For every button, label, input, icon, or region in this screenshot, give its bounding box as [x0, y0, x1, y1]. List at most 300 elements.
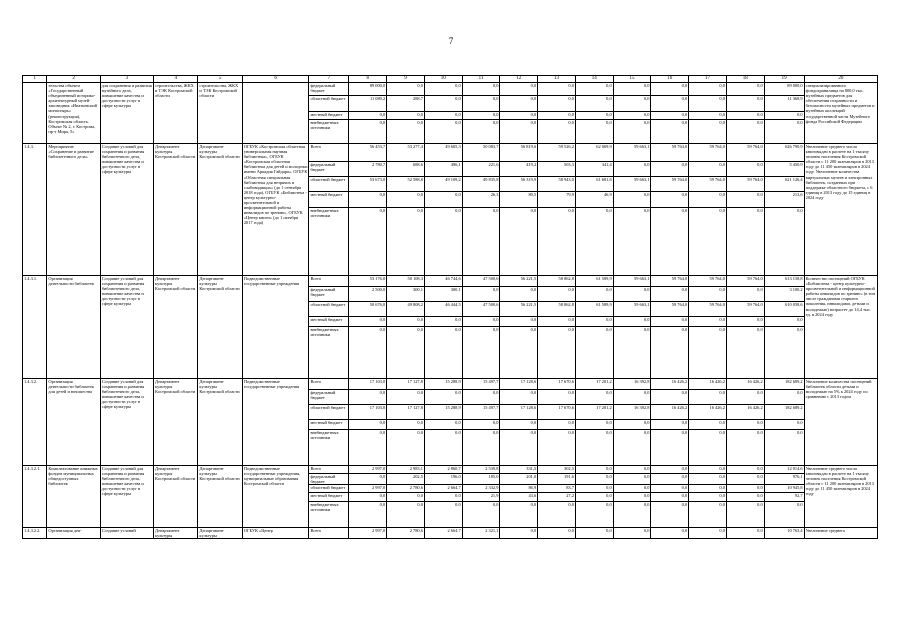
amount-cell: 610 058,6: [764, 302, 804, 317]
measure-name: Организация дея-: [47, 528, 100, 539]
executor-cell: строительства, ЖКХ и ТЭК Костромской области: [154, 83, 198, 144]
amount-cell: 89 000,0: [349, 83, 387, 96]
row-number: 1.4.3.2.: [23, 379, 47, 466]
amount-cell: 0,0: [651, 502, 689, 528]
funding-source: внебюджетных источники: [309, 327, 349, 379]
header-cell: 19: [764, 76, 804, 83]
amount-cell: 53 277,4: [387, 144, 425, 162]
amount-cell: 56 453,7: [349, 144, 387, 162]
header-cell: 1: [23, 76, 47, 83]
coexecutor-cell: строительства, ЖКХ и ТЭК Костромской области: [198, 83, 242, 144]
amount-cell: 0,0: [613, 317, 651, 327]
funding-source: областной бюджет: [309, 177, 349, 192]
amount-cell: 0,0: [538, 390, 576, 405]
amount-cell: 0,0: [462, 420, 500, 430]
amount-cell: 0,0: [424, 502, 462, 528]
measure-name: Мероприятие «Сохранение и развитие библиотечного дела»: [47, 144, 100, 276]
amount-cell: 0,0: [387, 390, 425, 405]
amount-cell: 0,0: [500, 430, 538, 466]
participant-cell: Подведомственные государственные учреждения, муниципальные образования Костромской области: [242, 466, 309, 528]
funding-source: Всего: [309, 144, 349, 162]
amount-cell: 17 201,2: [575, 405, 613, 420]
amount-cell: 59 764,0: [726, 276, 764, 287]
amount-cell: 2 664,7: [424, 528, 462, 539]
amount-cell: 191,6: [538, 474, 576, 485]
amount-cell: 0,0: [462, 83, 500, 96]
amount-cell: 0,0: [387, 327, 425, 379]
amount-cell: 0,0: [462, 96, 500, 112]
amount-cell: 0,0: [538, 420, 576, 430]
header-cell: 16: [651, 76, 689, 83]
amount-cell: 50 676,0: [349, 302, 387, 317]
task-cell: Создание условий для сохранения и развития библиотечного дела, повышение качества и доступности услуг в сфере культуры: [100, 379, 153, 466]
amount-cell: 0,0: [764, 208, 804, 276]
amount-cell: 0,0: [613, 466, 651, 474]
amount-cell: 59 663,1: [613, 144, 651, 162]
amount-cell: 976,1: [764, 474, 804, 485]
amount-cell: 2 997,0: [349, 485, 387, 493]
amount-cell: 0,0: [689, 120, 727, 144]
amount-cell: 0,0: [613, 192, 651, 208]
executor-cell: Департамент культуры: [154, 528, 198, 539]
amount-cell: 59 764,0: [651, 302, 689, 317]
amount-cell: 0,0: [764, 390, 804, 405]
amount-cell: 80,5: [500, 192, 538, 208]
funding-source: внебюджетных источники: [309, 208, 349, 276]
amount-cell: 0,0: [613, 528, 651, 539]
amount-cell: 0,0: [651, 287, 689, 302]
amount-cell: 0,0: [500, 528, 538, 539]
funding-source: областной бюджет: [309, 485, 349, 493]
amount-cell: 0,0: [462, 390, 500, 405]
amount-cell: 58 943,0: [538, 177, 576, 192]
amount-cell: 0,0: [462, 317, 500, 327]
header-cell: 8: [349, 76, 387, 83]
funding-source: областной бюджет: [309, 405, 349, 420]
amount-cell: 61 681,6: [575, 177, 613, 192]
amount-cell: 0,0: [651, 192, 689, 208]
amount-cell: 16 426,2: [726, 405, 764, 420]
amount-cell: 0,0: [689, 287, 727, 302]
amount-cell: 0,0: [424, 112, 462, 120]
amount-cell: 0,0: [349, 192, 387, 208]
amount-cell: 0,0: [651, 112, 689, 120]
amount-cell: 0,0: [387, 493, 425, 502]
amount-cell: 0,0: [349, 390, 387, 405]
amount-cell: 56 319,9: [500, 177, 538, 192]
amount-cell: 0,0: [613, 208, 651, 276]
amount-cell: 0,0: [613, 493, 651, 502]
amount-cell: 10 763,4: [764, 528, 804, 539]
header-cell: 18: [726, 76, 764, 83]
amount-cell: 17 128,6: [500, 379, 538, 390]
amount-cell: 2 780,7: [349, 162, 387, 177]
amount-cell: 0,0: [726, 162, 764, 177]
amount-cell: 2 500,0: [349, 287, 387, 302]
amount-cell: 300,1: [424, 287, 462, 302]
task-cell: Создание условий для сохранения и развития библиотечного дела, повышение качества и доступности услуг в сфере культуры: [100, 466, 153, 528]
amount-cell: 27,2: [538, 493, 576, 502]
amount-cell: 0,0: [349, 474, 387, 485]
amount-cell: 0,0: [726, 430, 764, 466]
amount-cell: 0,0: [500, 96, 538, 112]
amount-cell: 0,0: [613, 120, 651, 144]
amount-cell: 0,0: [726, 466, 764, 474]
amount-cell: 12 014,6: [764, 466, 804, 474]
amount-cell: 59 764,0: [726, 302, 764, 317]
amount-cell: 0,0: [613, 420, 651, 430]
amount-cell: 0,0: [651, 208, 689, 276]
executor-cell: Департамент культуры Костромской области: [154, 276, 198, 379]
coexecutor-cell: Департамент культуры Костромской области: [198, 379, 242, 466]
funding-source: Всего: [309, 379, 349, 390]
amount-cell: 0,0: [575, 112, 613, 120]
funding-source: местный бюджет: [309, 420, 349, 430]
program-table: [22, 75, 878, 539]
amount-cell: 0,0: [689, 528, 727, 539]
amount-cell: 0,0: [651, 120, 689, 144]
amount-cell: 0,0: [689, 493, 727, 502]
amount-cell: 0,0: [613, 287, 651, 302]
amount-cell: 59 663,1: [613, 276, 651, 287]
amount-cell: 62 069,9: [575, 144, 613, 162]
amount-cell: 0,0: [538, 208, 576, 276]
amount-cell: 0,0: [651, 317, 689, 327]
table-row: [23, 276, 878, 287]
amount-cell: 0,0: [349, 420, 387, 430]
amount-cell: 185,0: [462, 474, 500, 485]
amount-cell: 0,0: [424, 430, 462, 466]
amount-cell: 56 819,6: [500, 144, 538, 162]
amount-cell: 46,9: [575, 192, 613, 208]
amount-cell: 0,0: [349, 502, 387, 528]
amount-cell: 0,0: [726, 112, 764, 120]
amount-cell: 21,9: [462, 493, 500, 502]
header-cell: 13: [538, 76, 576, 83]
amount-cell: 53 176,0: [349, 276, 387, 287]
amount-cell: 496,1: [424, 162, 462, 177]
amount-cell: 2 321,1: [462, 528, 500, 539]
measure-name: Комплектование книжных фондов муниципальных общедоступных библиотек: [47, 466, 100, 528]
amount-cell: 0,0: [349, 493, 387, 502]
amount-cell: 16 426,2: [689, 379, 727, 390]
amount-cell: 0,0: [462, 208, 500, 276]
amount-cell: 0,0: [387, 192, 425, 208]
amount-cell: 0,0: [575, 96, 613, 112]
amount-cell: 0,0: [387, 83, 425, 96]
measure-name: тельства объекта «Государственный объединенный историко-архитектурный музей-заповедник «Ипатьевский монастырь» (реконструкция), Костромская область. Объект № 2, г. Кострома, пр-т Мира, 5»: [47, 83, 100, 144]
executor-cell: Департамент культуры Костромской области: [154, 466, 198, 528]
amount-cell: 16 392,8: [613, 379, 651, 390]
amount-cell: 0,0: [651, 162, 689, 177]
header-cell: 5: [198, 76, 242, 83]
amount-cell: 47 500,6: [462, 302, 500, 317]
amount-cell: 182 689,2: [764, 405, 804, 420]
funding-source: внебюджетных источники: [309, 430, 349, 466]
expected-result: Увеличение количества посещений библиотек области детьми и молодежью на 5% к 2024 году по сравнению с 2013 годом: [804, 379, 877, 466]
header-cell: 15: [613, 76, 651, 83]
amount-cell: 0,0: [689, 327, 727, 379]
amount-cell: 0,0: [764, 120, 804, 144]
amount-cell: 0,0: [500, 208, 538, 276]
amount-cell: 0,0: [538, 83, 576, 96]
amount-cell: 59 764,0: [651, 177, 689, 192]
amount-cell: 0,0: [538, 112, 576, 120]
amount-cell: 0,0: [613, 112, 651, 120]
amount-cell: 419,2: [500, 162, 538, 177]
amount-cell: 613 158,8: [764, 276, 804, 287]
amount-cell: 58 862,8: [538, 276, 576, 287]
amount-cell: 89 000,0: [764, 83, 804, 96]
amount-cell: 0,0: [613, 83, 651, 96]
amount-cell: 17 103,0: [349, 379, 387, 390]
amount-cell: 0,0: [613, 162, 651, 177]
amount-cell: 0,0: [651, 474, 689, 485]
amount-cell: 5 450,9: [764, 162, 804, 177]
amount-cell: 0,0: [500, 317, 538, 327]
header-cell: 20: [804, 76, 877, 83]
participant-cell: ОГБУК «Костромская областная универсальная научная библиотека», ОГБУК «Костромская областная библиотека для детей и молодежи имени Аркадия Гайдара», ОГБУК «Областная специальная библиотека для незрячих и слабовидящих» (до 1 сентября 2018 года), ОГБУК «Библиотека - центр культурно-просветительной и информационной работы инвалидов по зрению», ОГБУК «Центр книги» (до 1 октября 2017 года): [242, 144, 309, 276]
amount-cell: 201,0: [500, 474, 538, 485]
coexecutor-cell: Департамент культуры Костромской области: [198, 466, 242, 528]
amount-cell: 0,0: [575, 466, 613, 474]
funding-source: областной бюджет: [309, 96, 349, 112]
amount-cell: 0,0: [500, 390, 538, 405]
amount-cell: 2 664,7: [424, 485, 462, 493]
amount-cell: 59 764,0: [726, 144, 764, 162]
amount-cell: 0,0: [387, 120, 425, 144]
amount-cell: 17 670,6: [538, 405, 576, 420]
amount-cell: 300,1: [387, 287, 425, 302]
amount-cell: 0,0: [500, 287, 538, 302]
measure-name: Организация деятельности библиотек для детей и юношества: [47, 379, 100, 466]
amount-cell: 0,0: [764, 430, 804, 466]
amount-cell: 0,0: [575, 120, 613, 144]
amount-cell: 0,0: [500, 112, 538, 120]
funding-source: федеральный бюджет: [309, 474, 349, 485]
amount-cell: 0,0: [575, 430, 613, 466]
amount-cell: 0,0: [613, 474, 651, 485]
amount-cell: 15 497,7: [462, 405, 500, 420]
header-cell: 2: [47, 76, 100, 83]
funding-source: Всего: [309, 466, 349, 474]
row-number: 1.4.3.: [23, 144, 47, 276]
amount-cell: 0,0: [387, 430, 425, 466]
amount-cell: 0,0: [689, 192, 727, 208]
coexecutor-cell: Департамент культуры Костромской области: [198, 144, 242, 276]
amount-cell: 0,0: [575, 493, 613, 502]
header-row: [23, 76, 878, 83]
amount-cell: 0,0: [651, 327, 689, 379]
amount-cell: 0,0: [651, 420, 689, 430]
amount-cell: 0,0: [387, 317, 425, 327]
amount-cell: 11 080,2: [349, 96, 387, 112]
amount-cell: 0,0: [500, 502, 538, 528]
amount-cell: 0,0: [538, 287, 576, 302]
funding-source: федеральный бюджет: [309, 162, 349, 177]
amount-cell: 17 103,0: [349, 405, 387, 420]
executor-cell: Департамент культуры Костромской области: [154, 379, 198, 466]
page-number: 7: [448, 36, 454, 46]
amount-cell: 50 083,7: [462, 144, 500, 162]
amount-cell: 0,0: [689, 162, 727, 177]
amount-cell: 0,0: [500, 120, 538, 144]
amount-cell: 0,0: [575, 528, 613, 539]
coexecutor-cell: Департамент культуры Костромской области: [198, 276, 242, 379]
amount-cell: 0,0: [726, 96, 764, 112]
amount-cell: 0,0: [613, 485, 651, 493]
amount-cell: 0,0: [651, 96, 689, 112]
header-cell: 12: [500, 76, 538, 83]
amount-cell: 2 780,6: [387, 528, 425, 539]
amount-cell: 61 589,9: [575, 302, 613, 317]
amount-cell: 621 126,4: [764, 177, 804, 192]
amount-cell: 182 689,2: [764, 379, 804, 390]
amount-cell: 61 589,9: [575, 276, 613, 287]
amount-cell: 0,0: [349, 327, 387, 379]
amount-cell: 0,0: [689, 112, 727, 120]
amount-cell: 59 764,0: [689, 302, 727, 317]
amount-cell: 3 100,2: [764, 287, 804, 302]
amount-cell: 16 426,2: [651, 379, 689, 390]
amount-cell: 0,0: [689, 317, 727, 327]
amount-cell: 0,0: [575, 390, 613, 405]
expected-result: Увеличение среднего числа книговыдач в расчете на 1 тысячу человек населения Костромской области с 11 200 экземпляров в 2013 году до 11 450 экземпляров в 2024 году. Увеличение количества виртуальных музеев и электронных библиотек, созданных при поддержке областного бюджета, с 6 единиц в 2013 году до 15 единиц в 2024 году: [804, 144, 877, 276]
task-cell: Создание условий для сохранения и развития библиотечного дела, повышение качества и доступности услуг в сфере культуры: [100, 144, 153, 276]
header-cell: 14: [575, 76, 613, 83]
amount-cell: 0,0: [500, 327, 538, 379]
amount-cell: 0,0: [726, 327, 764, 379]
amount-cell: 0,0: [726, 528, 764, 539]
amount-cell: 0,0: [613, 430, 651, 466]
amount-cell: 0,0: [538, 528, 576, 539]
amount-cell: 0,0: [689, 83, 727, 96]
funding-source: внебюджетных источники: [309, 120, 349, 144]
amount-cell: 49 835,8: [462, 177, 500, 192]
amount-cell: 17 127,8: [387, 379, 425, 390]
amount-cell: 0,0: [726, 317, 764, 327]
amount-cell: 626 790,9: [764, 144, 804, 162]
amount-cell: 0,0: [764, 327, 804, 379]
amount-cell: 0,0: [538, 120, 576, 144]
amount-cell: 0,0: [349, 208, 387, 276]
amount-cell: 0,0: [538, 317, 576, 327]
row-number: 1.4.3.2.2.: [23, 528, 47, 539]
amount-cell: 15 497,7: [462, 379, 500, 390]
funding-source: Всего: [309, 528, 349, 539]
amount-cell: 59 764,0: [689, 276, 727, 287]
amount-cell: 17 127,8: [387, 405, 425, 420]
amount-cell: 26,3: [462, 192, 500, 208]
amount-cell: 0,0: [387, 420, 425, 430]
amount-cell: 0,0: [726, 485, 764, 493]
amount-cell: 0,0: [575, 327, 613, 379]
amount-cell: 10 945,8: [764, 485, 804, 493]
funding-source: местный бюджет: [309, 112, 349, 120]
amount-cell: 0,0: [575, 485, 613, 493]
amount-cell: 11 368,9: [764, 96, 804, 112]
amount-cell: 0,0: [689, 502, 727, 528]
amount-cell: 0,0: [613, 327, 651, 379]
amount-cell: 0,0: [538, 430, 576, 466]
amount-cell: 0,0: [387, 208, 425, 276]
amount-cell: 0,0: [538, 96, 576, 112]
amount-cell: 43,6: [500, 493, 538, 502]
amount-cell: 0,0: [651, 466, 689, 474]
amount-cell: 59 764,0: [689, 144, 727, 162]
amount-cell: 79,9: [538, 192, 576, 208]
amount-cell: 0,0: [424, 327, 462, 379]
amount-cell: 0,0: [764, 502, 804, 528]
row-number: [23, 83, 47, 144]
amount-cell: 331,5: [500, 466, 538, 474]
header-cell: 17: [689, 76, 727, 83]
task-cell: для сохранения и развития музейного дела, повышение качества и доступности услуг в сфере культуры: [100, 83, 153, 144]
amount-cell: 49 808,2: [387, 302, 425, 317]
amount-cell: 59 764,0: [651, 144, 689, 162]
amount-cell: 2 860,7: [424, 466, 462, 474]
amount-cell: 0,0: [424, 493, 462, 502]
measure-name: Организация деятельности библиотек: [47, 276, 100, 379]
amount-cell: 0,0: [349, 120, 387, 144]
amount-cell: 59 526,2: [538, 144, 576, 162]
amount-cell: 0,0: [651, 390, 689, 405]
header-cell: 7: [309, 76, 349, 83]
amount-cell: 50 108,3: [387, 276, 425, 287]
amount-cell: 0,0: [651, 528, 689, 539]
amount-cell: 0,0: [462, 120, 500, 144]
amount-cell: 0,0: [726, 420, 764, 430]
amount-cell: 59 663,1: [613, 302, 651, 317]
amount-cell: 0,0: [538, 502, 576, 528]
amount-cell: 17 201,2: [575, 379, 613, 390]
amount-cell: 0,0: [726, 390, 764, 405]
amount-cell: 0,0: [726, 493, 764, 502]
amount-cell: 53 673,0: [349, 177, 387, 192]
amount-cell: 0,0: [726, 120, 764, 144]
amount-cell: 0,0: [575, 420, 613, 430]
amount-cell: 2 997,0: [349, 528, 387, 539]
amount-cell: 0,0: [575, 474, 613, 485]
amount-cell: 0,0: [424, 83, 462, 96]
row-number: 1.4.3.1.: [23, 276, 47, 379]
amount-cell: 0,0: [500, 420, 538, 430]
amount-cell: 59 663,1: [613, 177, 651, 192]
amount-cell: 341,4: [575, 162, 613, 177]
amount-cell: 2 780,6: [387, 485, 425, 493]
funding-source: внебюджетных источники: [309, 502, 349, 528]
amount-cell: 0,0: [424, 120, 462, 144]
amount-cell: 16 392,8: [613, 405, 651, 420]
amount-cell: 46 744,6: [424, 276, 462, 287]
amount-cell: 0,0: [349, 112, 387, 120]
amount-cell: 46 444,5: [424, 302, 462, 317]
table-row: [23, 144, 878, 162]
amount-cell: 0,0: [538, 327, 576, 379]
row-number: 1.4.3.2.1.: [23, 466, 47, 528]
task-cell: Создание условий для сохранения и развития библиотечного дела, повышение качества и доступности услуг в сфере культуры: [100, 276, 153, 379]
amount-cell: 86,9: [500, 485, 538, 493]
funding-source: местный бюджет: [309, 192, 349, 208]
amount-cell: 196,0: [424, 474, 462, 485]
participant-cell: Подведомственные государственные учреждения: [242, 379, 309, 466]
amount-cell: 0,0: [500, 83, 538, 96]
amount-cell: 58 862,8: [538, 302, 576, 317]
participant-cell: [242, 83, 309, 144]
header-cell: 4: [154, 76, 198, 83]
amount-cell: 0,0: [726, 502, 764, 528]
amount-cell: 0,0: [726, 192, 764, 208]
